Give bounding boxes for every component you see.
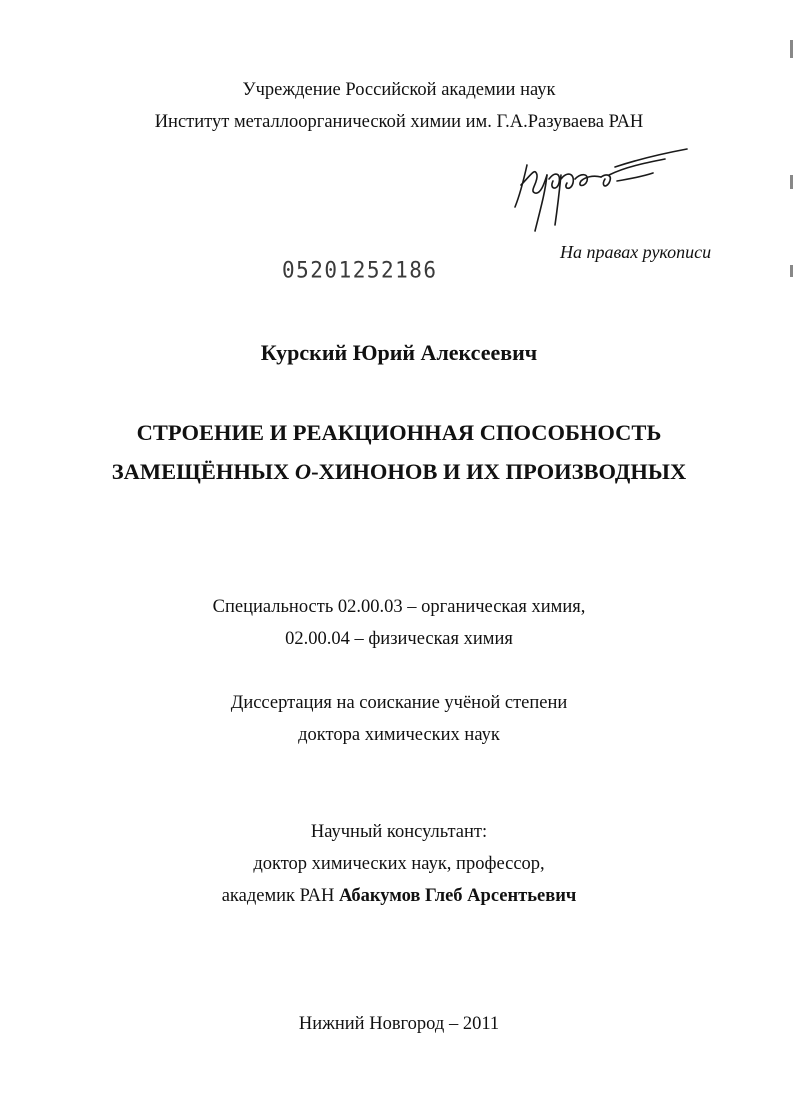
title-line-2-suffix: -ХИНОНОВ И ИХ ПРОИЗВОДНЫХ	[311, 459, 687, 484]
consultant-title-prefix: академик РАН	[221, 886, 339, 906]
library-stamp-number: 05201252186	[282, 257, 438, 283]
scan-edge-mark	[790, 175, 793, 189]
consultant-name: Абакумов Глеб Арсентьевич	[338, 886, 577, 906]
title-line-2-italic: О	[294, 459, 312, 484]
place-and-year: Нижний Новгород – 2011	[298, 1014, 500, 1034]
dissertation-title-line-2	[0, 459, 798, 485]
institution-line-1: Учреждение Российской академии наук	[242, 80, 556, 100]
manuscript-note: На правах рукописи	[560, 242, 712, 262]
handwritten-signature	[505, 145, 695, 240]
specialty-line-1: Специальность 02.00.03 – органическая химия,	[212, 597, 586, 617]
specialty-line-2: 02.00.04 – физическая химия	[285, 629, 513, 649]
author-name: Курский Юрий Алексеевич	[260, 340, 538, 365]
institution-line-2: Институт металлоорганической химии им. Г.А.Разуваева РАН	[154, 112, 644, 132]
title-line-2-prefix: ЗАМЕЩЁННЫХ	[111, 459, 295, 484]
scan-edge-mark	[790, 265, 793, 277]
dissertation-title-line-1: СТРОЕНИЕ И РЕАКЦИОННАЯ СПОСОБНОСТЬ	[136, 420, 662, 445]
consultant-label: Научный консультант:	[310, 822, 488, 842]
degree-line-1: Диссертация на соискание учёной степени	[230, 693, 568, 713]
degree-line-2: доктора химических наук	[298, 725, 500, 745]
consultant-degree: доктор химических наук, профессор,	[253, 854, 545, 874]
scan-edge-mark	[790, 40, 793, 58]
consultant-name-line	[0, 885, 798, 907]
